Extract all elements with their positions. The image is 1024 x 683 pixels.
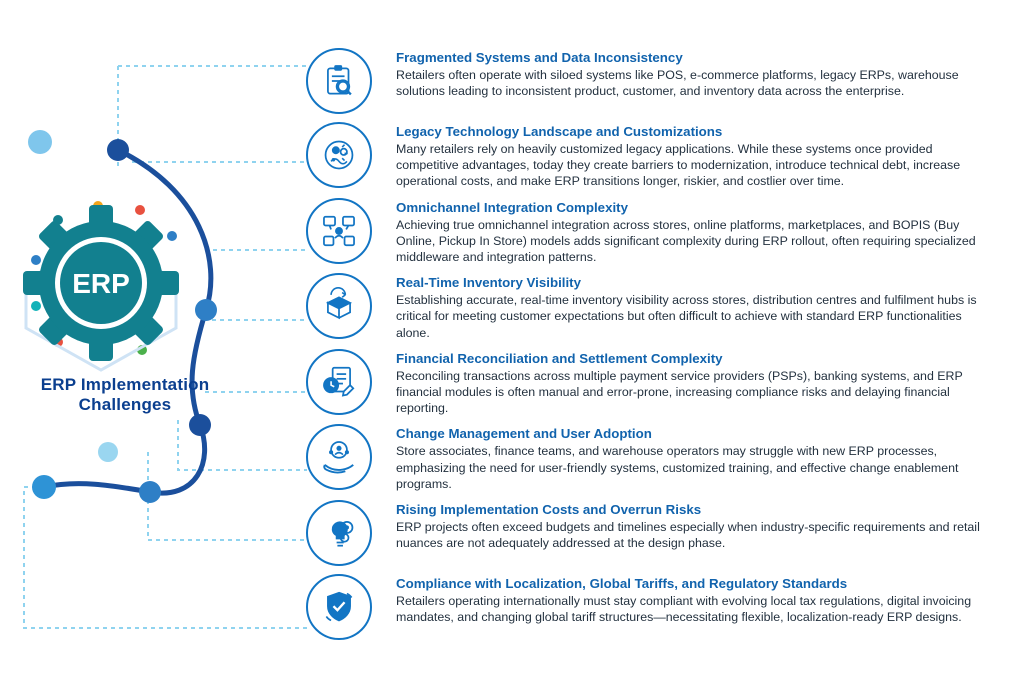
challenge-list bbox=[306, 46, 1018, 646]
lightbulb-gears-icon bbox=[306, 500, 372, 566]
item-title: Fragmented Systems and Data Inconsistency bbox=[396, 50, 683, 65]
item-body: Reconciling transactions across multiple payment service providers (PSPs), banking systems, and ERP financial modules is often manual and error-prone, increasing compliance risks and delaying financial reporting. bbox=[396, 368, 963, 416]
shield-check-globe-icon bbox=[306, 574, 372, 640]
list-item[interactable] bbox=[306, 46, 1018, 114]
list-item[interactable] bbox=[306, 572, 1018, 640]
hero-title-line1: ERP Implementation bbox=[40, 375, 210, 394]
list-item[interactable] bbox=[306, 422, 1018, 492]
clock-document-pen-icon bbox=[306, 349, 372, 415]
item-title: Compliance with Localization, Global Tariffs, and Regulatory Standards bbox=[396, 576, 848, 592]
list-item[interactable] bbox=[306, 498, 1018, 566]
hero-graphic bbox=[0, 120, 310, 540]
list-item[interactable] bbox=[306, 196, 1018, 266]
hero-title bbox=[10, 375, 240, 415]
item-title: Rising Implementation Costs and Overrun Risks bbox=[396, 502, 702, 518]
item-body: Many retailers rely on heavily customized legacy applications. While these systems once provided competitive advantages, today they create barriers to modernization, introduce technical debt, increase operational costs, and make ERP transitions longer, riskier, and costlier over time. bbox=[396, 142, 961, 189]
clipboard-magnifier-icon bbox=[306, 48, 372, 114]
item-title: Real-Time Inventory Visibility bbox=[396, 275, 581, 291]
item-title: Omnichannel Integration Complexity bbox=[396, 199, 628, 215]
item-body: Retailers operating internationally must stay compliant with evolving local tax regulations, digital invoicing mandates, and changing global tariff structures—necessitating flexible, localization-ready ERP designs. bbox=[396, 594, 972, 625]
item-body: Retailers often operate with siloed systems like POS, e-commerce platforms, legacy ERPs, warehouse solutions leading to inconsistent product, customer, and inventory data across the enterprise. bbox=[396, 68, 959, 99]
item-body: Establishing accurate, real-time inventory visibility across stores, distribution centres and fulfilment hubs is critical for meeting customer expectations but often difficult to achieve with standard ERP functionalities alone. bbox=[396, 293, 977, 340]
item-body: Store associates, finance teams, and warehouse operators may struggle with new ERP processes, emphasizing the need for user-friendly systems, customized training, and effective change enablement programs. bbox=[396, 444, 959, 491]
legacy-gear-cloud-icon bbox=[306, 122, 372, 188]
hero-title-line2: Challenges bbox=[78, 395, 172, 414]
hero-arc-and-gear bbox=[0, 120, 310, 540]
omnichannel-devices-icon bbox=[306, 198, 372, 264]
hand-people-gear-icon bbox=[306, 424, 372, 490]
item-body: ERP projects often exceed budgets and timelines especially when industry-specific requirements and retail nuances are not adequately addressed at the design phase. bbox=[396, 520, 980, 551]
item-body: Achieving true omnichannel integration across stores, online platforms, marketplaces, and BOPIS (Buy Online, Pickup In Store) models adds significant complexity during ERP rollout, often requiring specialized middleware and integration patterns. bbox=[396, 217, 976, 265]
item-title: Legacy Technology Landscape and Customizations bbox=[396, 124, 723, 139]
inventory-box-refresh-icon bbox=[306, 273, 372, 339]
hero-center-label: ERP bbox=[72, 268, 130, 299]
item-title: Change Management and User Adoption bbox=[396, 426, 652, 442]
item-title: Financial Reconciliation and Settlement Complexity bbox=[396, 350, 723, 366]
list-item[interactable] bbox=[306, 120, 1018, 190]
list-item[interactable] bbox=[306, 347, 1018, 417]
list-item[interactable] bbox=[306, 271, 1018, 341]
